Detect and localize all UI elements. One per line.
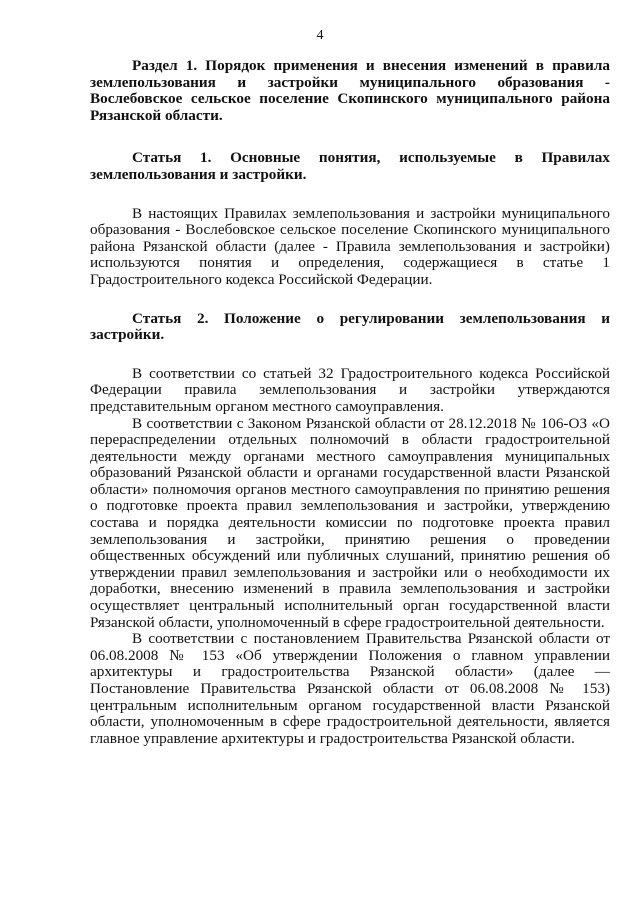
spacer bbox=[90, 289, 610, 311]
article-1-paragraph: В настоящих Правилах землепользования и застройки муниципального образования - Вослебовское сельское поселение Скопинского муниципального района Рязанской области (далее - Правила землепользования и застройки) используются понятия и определения, содержащиеся в статье 1 Градостроительного кодекса Российской Федерации. bbox=[90, 204, 610, 288]
spacer bbox=[90, 184, 610, 206]
spacer bbox=[90, 344, 610, 366]
page-number: 4 bbox=[316, 28, 324, 43]
section-heading: Раздел 1. Порядок применения и внесения изменений в правила землепользования и застройки муниципального образования - Вослебовское сельское поселение Скопинского муниципального района Рязанской области. bbox=[90, 57, 610, 124]
article-2-heading: Статья 2. Положение о регулировании землепользования и застройки. bbox=[90, 309, 610, 344]
article-2-paragraph-3: В соответствии с постановлением Правительства Рязанской области от 06.08.2008 № 153 «Об утверждении Положения о главном управлении архитектуры и градостроительства Рязанской области» (далее — Постановление Правительства Рязанской области от 06.08.2008 № 153) центральным исполнительным органом государственной власти Рязанской области, уполномоченным в сфере градостроительной деятельности, является главное управление архитектуры и градостроительства Рязанской области. bbox=[90, 630, 610, 747]
article-1-heading: Статья 1. Основные понятия, используемые в Правилах землепользования и застройки. bbox=[90, 149, 610, 183]
article-2-paragraph-2: В соответствии с Законом Рязанской области от 28.12.2018 № 106-ОЗ «О перераспределении отдельных полномочий в области градостроительной деятельности между органами местного самоуправления муниципальных образований Рязанской области и органами государственной власти Рязанской области» полномочия органов местного самоуправления по принятию решения о подготовке проекта правил землепользования и застройки, утверждению состава и порядка деятельности комиссии по подготовке проекта правил землепользования и застройки, принятию решения о проведении общественных обсуждений или публичных слушаний, принятию решения об утверждении правил землепользования и застройки или о необходимости их доработки, внесению изменений в правила землепользования и застройки осуществляет центральный исполнительный орган государственной власти Рязанской области, уполномоченный в сфере градостроительной деятельности. bbox=[90, 414, 610, 631]
document-body bbox=[90, 58, 610, 747]
spacer bbox=[90, 124, 610, 150]
article-2-paragraph-1: В соответствии со статьей 32 Градостроительного кодекса Российской Федерации правила землепользования и застройки утверждаются представительным органом местного самоуправления. bbox=[90, 364, 610, 415]
